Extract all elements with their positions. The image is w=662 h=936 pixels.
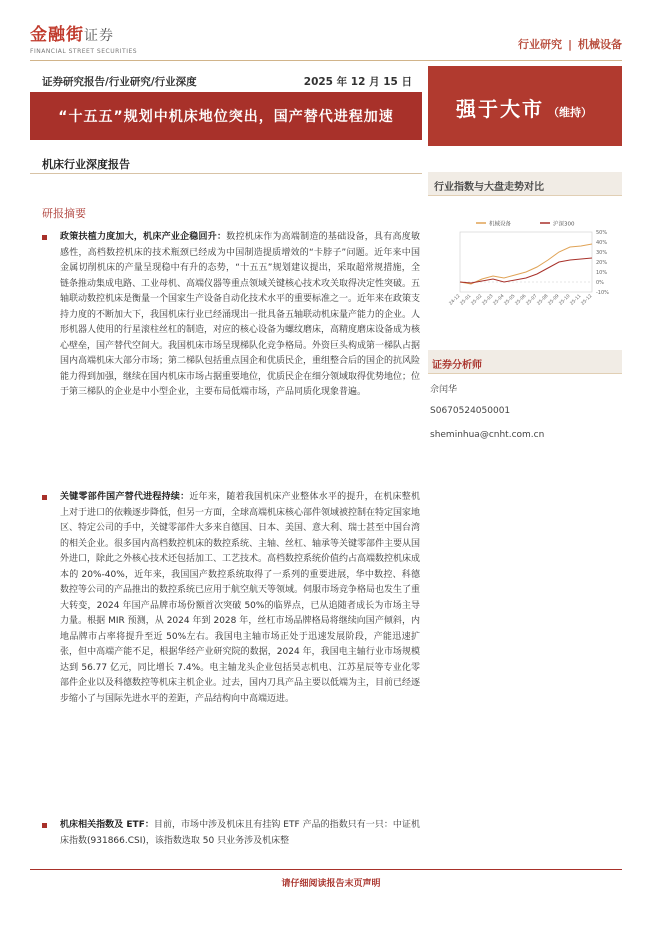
header-divider [30,60,622,61]
header-separator: | [567,38,572,51]
summary-paragraph [42,818,420,849]
x-tick-label: 25-05 [503,293,517,307]
y-tick-label: 40% [596,240,608,246]
rating-sub: （维持） [548,106,592,119]
legend-label: 机械设备 [489,221,512,228]
chart-heading-bar [428,172,622,196]
bullet-icon [42,823,47,828]
y-tick-label: 50% [596,230,608,236]
rating-banner [428,66,622,146]
analyst-heading-bar [428,350,622,374]
analyst-email[interactable]: sheminhua@cnht.com.cn [430,430,545,440]
brand-name-en: FINANCIAL STREET SECURITIES [30,48,138,55]
report-date: 2025 年 12 月 15 日 [303,76,412,88]
header-category-label: 行业研究 [517,38,562,51]
footer-divider [30,869,622,870]
analyst-cert: S0670524050001 [430,406,511,416]
paragraph-text: 目前，市场中涉及机床且有挂钩 ETF 产品的指数只有一只：中证机床指数(931866.CSI)，该指数选取 50 只业务涉及机床整 [60,820,420,846]
chart-heading: 行业指数与大盘走势对比 [434,182,544,193]
x-tick-label: 25-07 [525,293,539,307]
y-tick-label: -10% [596,290,609,296]
y-tick-label: 30% [596,250,608,256]
paragraph-text: 数控机床作为高端制造的基础设备，具有高度敏感性，高档数控机床的技术瓶颈已经成为中国制造提质增效的“卡脖子”问题。近年来中国金属切削机床的产量呈现稳中有升的态势，“十五五”规划建议提出，采取超常规措施，全链条推动集成电路、工业母机、高端仪器等重点领域关键核心技术攻关取得决定性突破。五轴联动数控机床是衡量一个国家生产设备自动化技术水平的重要标准之一。近年来在政策支持力度的不断加大下，我国机床行业已经涌现出一批具备五轴联动机床量产能力的企业。人形机器人使用的行星滚柱丝杠的制造，对应的核心设备为螺纹磨床，高精度磨床设备成为核心壁垒，国产替代空间大。我国机床市场呈现梯队化竞争格局。外资巨头构成第一梯队占据国内高端机床大部分市场；第二梯队包括重点国企和优质民企，重组整合后的国企的抗风险能力得到加强，继续在国内机床市场占据重要地位，优质民企在细分领域取得优势地位；位于第三梯队的企业是中小型企业，主要布局低端市场，产品同质化现象普遍。 [60,232,421,397]
index-trend-chart [428,214,622,324]
x-tick-label: 24-12 [448,293,462,307]
title-banner [30,92,422,140]
analyst-heading: 证券分析师 [432,360,482,371]
series-line-1 [460,258,592,283]
paragraph-lead: 机床相关指数及 ETF： [60,820,154,830]
x-tick-label: 25-08 [536,293,550,307]
x-tick-label: 25-01 [459,293,473,307]
report-title: “十五五”规划中机床地位突出，国产替代进程加速 [58,109,394,125]
x-tick-label: 25-02 [470,293,484,307]
brand-name: 金融街证券 [30,25,114,45]
summary-paragraph [42,490,420,707]
paragraph-text: 近年来，随着我国机床产业整体水平的提升，在机床整机上对于进口的依赖逐步降低，但另一方面，全球高端机床核心部件领域被控制在特定国家地区、特定公司的手中，关键零部件大多来自德国、日本、美国、意大利、瑞士甚至中国台湾的相关企业。很多国内高档数控机床的数控系统、主轴、丝杠、轴承等关键零部件主要从国外进口，除此之外核心技术还包括加工、工艺技术。高档数控系统价值约占高端数控机床成本的 20%-40%，近年来，我国国产数控系统取得了一系列的重要进展，华中数控、科德数控等公司的产品推出的数控系统已应用于航空航天等领域。伺服市场竞争格局也发生了重大转变，2024 年国产品牌市场份额首次突破 50%的临界点，已从追随者成长为市场主导力量。根据 MIR 预测，从 2024 年到 2028 年，丝杠市场品牌格局将继续向国产倾斜，内地品牌市占率将提升至近 50%左右。我国电主轴市场正处于迅速发展阶段，产能迅速扩张，但中高端产能不足，根据华经产业研究院的数据，2024 年，我国电主轴行业市场规模达到 56.77 亿元，同比增长 7.4%。电主轴龙头企业包括昊志机电、江苏星辰等专业化零部件企业以及科德数控等机床主机企业。过去，国内刀具产品主要以低端为主，目前已经逐步缩小了与国际先进水平的差距，产品结构向中高端迈进。 [60,492,421,704]
x-tick-label: 25-04 [492,293,506,307]
brand-logo [30,26,140,60]
summary-heading: 研报摘要 [42,207,86,220]
x-tick-label: 25-03 [481,293,495,307]
x-tick-label: 25-11 [569,293,583,307]
header-category [518,36,622,52]
paragraph-lead: 政策扶植力度加大，机床产业企稳回升： [60,232,227,242]
subtitle-divider [30,173,422,174]
x-tick-label: 25-06 [514,293,528,307]
rating-main: 强于大市 [456,97,544,121]
header-sector-label: 机械设备 [578,38,622,51]
report-path: 证券研究报告/行业研究/行业深度 [42,76,197,88]
rating [456,93,592,122]
y-tick-label: 10% [596,270,608,276]
summary-paragraph [42,230,420,401]
report-subtitle: 机床行业深度报告 [42,158,130,171]
footer-disclaimer: 请仔细阅读报告末页声明 [281,879,381,889]
brand-suffix: 证券 [84,28,114,44]
analyst-name: 佘闰华 [430,385,458,395]
x-tick-label: 25-10 [558,293,572,307]
report-meta [42,74,412,90]
y-tick-label: 0% [596,280,604,286]
bullet-icon [42,235,47,240]
bullet-icon [42,495,47,500]
x-tick-label: 25-09 [547,293,561,307]
x-tick-label: 25-12 [580,293,594,307]
legend-label: 沪深300 [553,221,575,228]
paragraph-lead: 关键零部件国产替代进程持续： [60,492,190,502]
plot-frame [460,232,592,292]
y-tick-label: 20% [596,260,608,266]
